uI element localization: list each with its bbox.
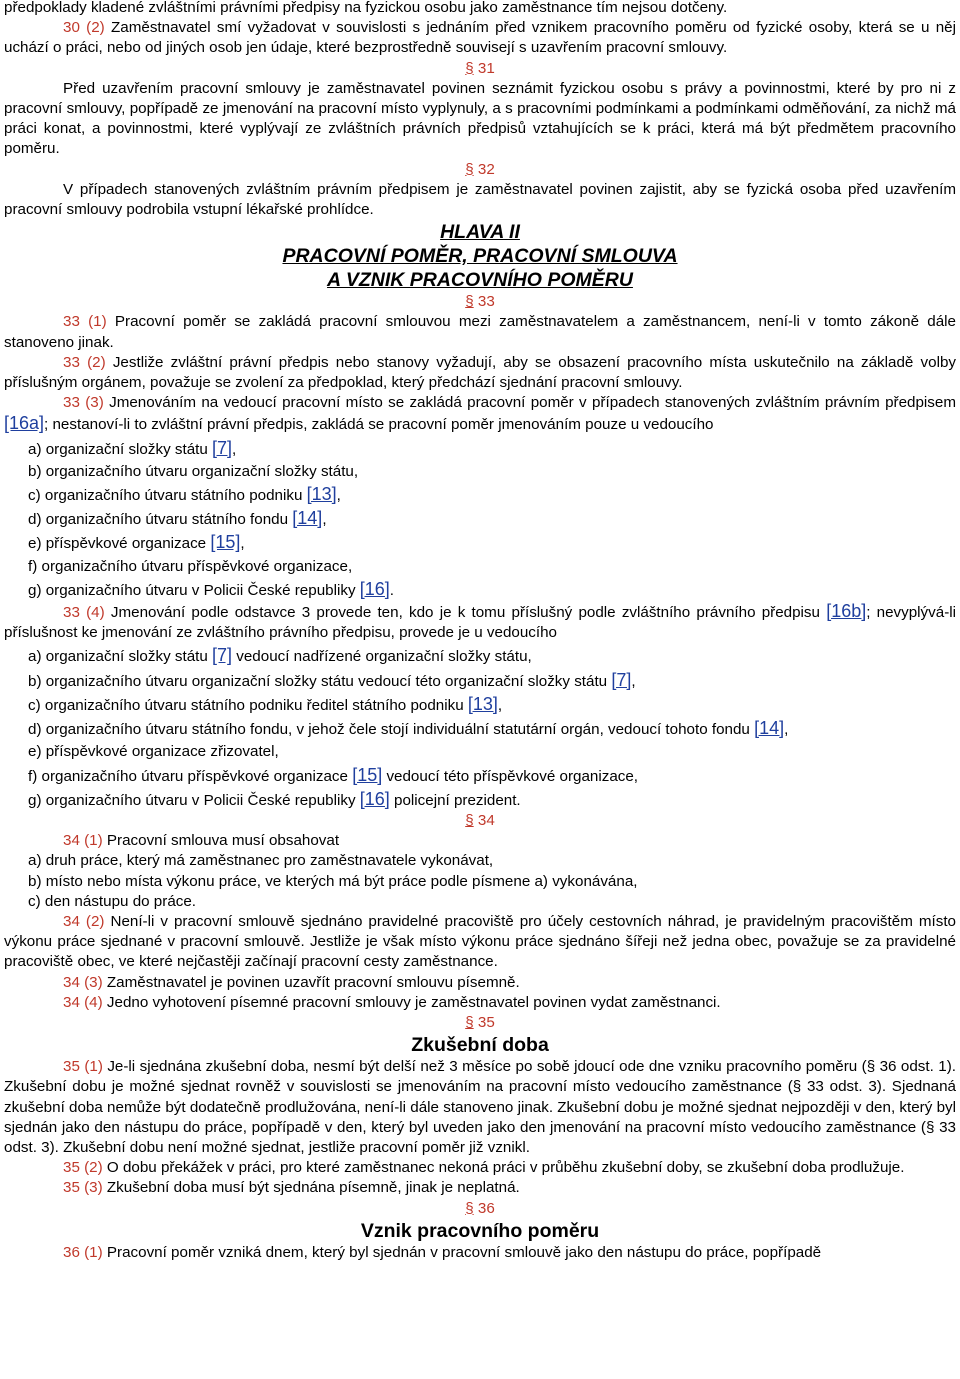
paragraph-36-1: 36 (1) Pracovní poměr vzniká dnem, který byl sjednán v pracovní smlouvě jako den nástupu do práce, popřípadě [63,1243,822,1261]
chapter-heading-2: PRACOVNÍ POMĚR, PRACOVNÍ SMLOUVA [282,245,678,268]
paragraph-35-3: 35 (3) Zkušební doba musí být sjednána písemně, jinak je neplatná. [63,1179,520,1197]
paragraph-33-2: 33 (2) Jestliže zvláštní právní předpis nebo stanovy vyžadují, aby se obsazení pracovního místa uskutečnilo na základě volby příslušným orgánem, považuje se zvolení za předpoklad, který předchází sjednání pracovní smlouvy. [4,353,956,392]
paragraph-33-3: 33 (3) Jmenováním na vedoucí pracovní místo se zakládá pracovní poměr v případech stanovených zvláštním právním předpisem [16a]; nestanoví-li to zvláštní právní předpis, zakládá se pracovní poměr jmenováním pouze u vedoucího [4,394,956,434]
list-item: e) příspěvkové organizace [15], [28,532,245,553]
chapter-heading-1: HLAVA II [440,221,520,244]
paragraph-35-1: 35 (1) Je-li sjednána zkušební doba, nesmí být delší než 3 měsíce po sobě jdoucí ode dne vzniku pracovního poměru (§ 36 odst. 1). Zkušební dobu je možné sjednat rovněž v souvislosti se jmenováním na pracovní místo vedoucího zaměstnance (§ 33 odst. 3). Sjednaná zkušební doba nemůže být dodatečně prodlužována, není-li dále stanoveno jinak. Zkušební dobu je možné sjednat nejpozději v den, který byl sjednán jako den nástupu do práce, popřípadě v den, který byl uveden jako den jmenování na pracovní místo vedoucího zaměstnance (§ 33 odst. 3). Zkušební dobu není možné sjednat, jestliže pracovní poměr již vznikl. [4,1058,956,1156]
paragraph-31: Před uzavřením pracovní smlouvy je zaměstnavatel povinen seznámit fyzickou osobu s právy a povinnostmi, které by pro ni z pracovní smlouvy, popřípadě ze jmenování na pracovní místo vyplynuly, a s pracovními podmínkami a podmínkami odměňování, za nichž má práci konat, a povinnostmi, které vyplývají ze zvláštních právních předpisů vztahujících se k práci, která má být předmětem pracovního poměru. [4,79,956,158]
list-item: e) příspěvkové organizace zřizovatel, [28,743,279,761]
document-page [4,0,956,1263]
paragraph-ref[interactable]: 35 (3) [63,1179,103,1197]
paragraph-ref[interactable]: 34 (3) [63,973,103,991]
paragraph-34-1: 34 (1) Pracovní smlouva musí obsahovat [63,832,340,850]
paragraph-ref[interactable]: 33 (4) [63,604,105,622]
paragraph-ref[interactable]: 36 (1) [63,1243,103,1261]
footnote-link[interactable]: [7] [212,645,233,666]
list-item: b) organizačního útvaru organizační složky státu vedoucí této organizační složky státu [7], [28,669,636,690]
paragraph-34-4: 34 (4) Jedno vyhotovení písemné pracovní smlouvy je zaměstnavatel povinen vydat zaměstnanci. [63,993,721,1011]
paragraph-ref[interactable]: 35 (1) [63,1058,103,1076]
list-item: c) den nástupu do práce. [28,892,197,910]
paragraph-32: V případech stanovených zvláštním právním předpisem je zaměstnavatel povinen zajistit, aby se fyzická osoba před uzavřením pracovní smlouvy podrobila vstupní lékařské prohlídce. [4,180,956,219]
footnote-link[interactable]: [7] [611,669,632,690]
paragraph-33-4: 33 (4) Jmenování podle odstavce 3 provede ten, kdo je k tomu příslušný podle zvláštního právního předpisu [16b]; nevyplývá-li příslušnost ke jmenování ze zvláštního právního předpisu, provede je u vedoucího [4,601,956,642]
section-heading-31: § 31 [465,59,495,77]
list-item: b) místo nebo místa výkonu práce, ve kterých má být práce podle písmene a) vykonávána, [28,872,638,890]
paragraph-ref[interactable]: 34 (1) [63,832,103,850]
footnote-link[interactable]: [16b] [826,601,867,622]
list-item: g) organizačního útvaru v Policii České republiky [16] policejní prezident. [28,788,521,809]
paragraph-35-2: 35 (2) O dobu překážek v práci, pro které zaměstnanec nekoná práci v průběhu zkušební doby, se zkušební doba prodlužuje. [63,1159,905,1177]
footnote-link[interactable]: [13] [306,484,337,505]
list-item: d) organizačního útvaru státního fondu [14], [28,508,327,529]
paragraph-ref[interactable]: 33 (2) [63,353,106,371]
paragraph-30-2: 30 (2) Zaměstnavatel smí vyžadovat v souvislosti s jednáním před vznikem pracovního poměru od fyzické osoby, která se u něj uchází o práci, nebo od jiných osob jen údaje, které bezprostředně souvisejí s uzavřením pracovní smlouvy. [4,19,956,57]
list-item: a) organizační složky státu [7], [28,437,237,458]
footnote-link[interactable]: [16] [359,578,390,599]
section-heading-32: § 32 [465,160,495,178]
list-item: f) organizačního útvaru příspěvkové organizace [15] vedoucí této příspěvkové organizace, [28,764,639,785]
footnote-link[interactable]: [15] [352,764,383,785]
section-heading-35: § 35 [465,1013,495,1031]
list-item: a) druh práce, který má zaměstnanec pro zaměstnavatele vykonávat, [28,852,494,870]
list-item: b) organizačního útvaru organizační složky státu, [28,462,359,480]
list-item: c) organizačního útvaru státního podniku ředitel státního podniku [13], [28,693,503,714]
footnote-link[interactable]: [7] [212,437,233,458]
paragraph-ref[interactable]: 34 (2) [63,912,105,930]
footnote-link[interactable]: [14] [292,508,323,529]
paragraph-34-3: 34 (3) Zaměstnavatel je povinen uzavřít pracovní smlouvu písemně. [63,973,520,991]
list-item: c) organizačního útvaru státního podniku [13], [28,484,341,505]
paragraph-ref[interactable]: 34 (4) [63,993,103,1011]
paragraph-34-2: 34 (2) Není-li v pracovní smlouvě sjednáno pravidelné pracoviště pro účely cestovních náhrad, je pravidelným pracovištěm místo výkonu práce sjednané v pracovní smlouvě. Jestliže je však místo výkonu práce sjednáno šířeji než jedna obec, považuje se za pravidelné pracoviště obec, ve které nejčastěji začínají pracovní cesty zaměstnance. [4,912,956,971]
footnote-link[interactable]: [13] [467,693,498,714]
footnote-link[interactable]: [16] [359,788,390,809]
paragraph-intro-tail: předpoklady kladené zvláštními právními předpisy na fyzickou osobu jako zaměstnance tím nejsou dotčeny. [4,0,728,16]
paragraph-ref[interactable]: 35 (2) [63,1159,103,1177]
footnote-link[interactable]: [14] [754,718,785,739]
paragraph-ref[interactable]: 33 (3) [63,394,104,412]
list-item: d) organizačního útvaru státního fondu, v jehož čele stojí individuální statutární orgán, vedoucí tohoto fondu [14], [28,718,789,739]
paragraph-33-1: 33 (1) Pracovní poměr se zakládá pracovní smlouvou mezi zaměstnavatelem a zaměstnancem, není-li v tomto zákoně dále stanoveno jinak. [4,313,956,351]
footnote-link[interactable]: [16a] [4,413,45,434]
paragraph-ref[interactable]: 30 (2) [63,19,105,37]
section-heading-33: § 33 [465,293,495,311]
footnote-link[interactable]: [15] [210,532,241,553]
section-heading-34: § 34 [465,811,495,829]
list-item: a) organizační složky státu [7] vedoucí nadřízené organizační složky státu, [28,645,532,666]
paragraph-ref[interactable]: 33 (1) [63,313,107,331]
chapter-heading-3: A VZNIK PRACOVNÍHO POMĚRU [327,269,633,292]
list-item: g) organizačního útvaru v Policii České republiky [16]. [28,578,395,599]
section-heading-36: § 36 [465,1199,495,1217]
section-title-36: Vznik pracovního poměru [360,1219,600,1242]
list-item: f) organizačního útvaru příspěvkové organizace, [28,557,353,575]
section-title-35: Zkušební doba [411,1034,549,1057]
